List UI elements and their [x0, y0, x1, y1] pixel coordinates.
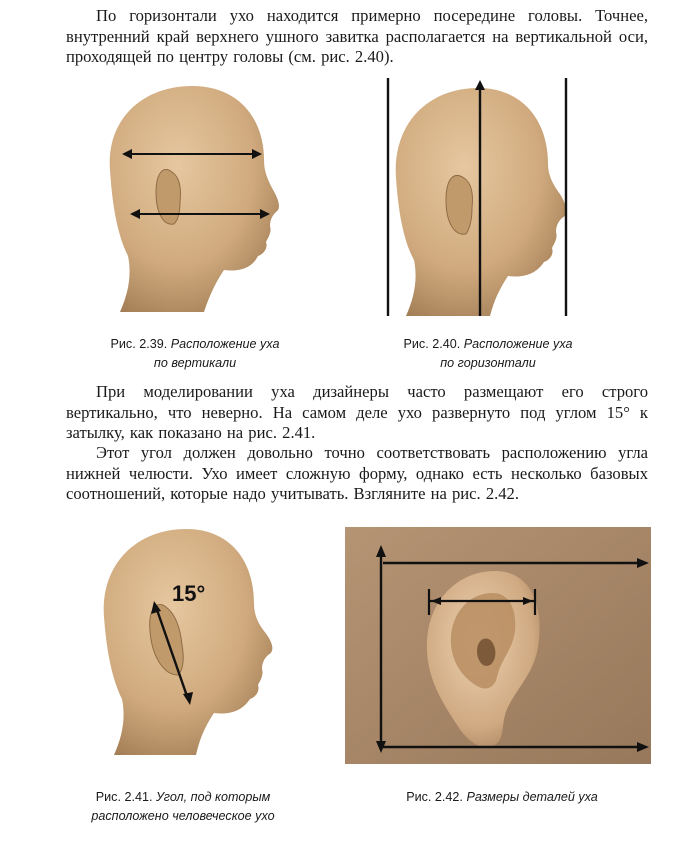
caption-title-line2: по вертикали [153, 356, 237, 370]
head-profile-drawing [372, 78, 584, 316]
head-shape [104, 529, 273, 755]
head-profile-drawing [92, 80, 282, 312]
paragraph-ear-angle: При моделировании уха дизайнеры часто размещают его строго вертикально, что неверно. На самом деле ухо развернуто под углом 15° к затылку, как показано на рис. 2.41. [66, 382, 648, 442]
caption-fig-2-42 [352, 788, 652, 807]
figure-2-42-image [345, 527, 651, 764]
caption-title: Расположение уха [170, 337, 280, 351]
angle-label: 15° [172, 581, 206, 606]
caption-title: Расположение уха [463, 337, 573, 351]
caption-fig-2-41 [58, 788, 308, 826]
figure-2-41-image [84, 521, 284, 755]
paragraph-ear-horizontal: По горизонтали ухо находится примерно посередине головы. Точнее, внутренний край верхнего ушного завитка располагается на вертикальной оси, проходящей по центру головы (см. рис. 2.40). [66, 6, 648, 66]
caption-number: Рис. 2.42. [406, 790, 463, 804]
caption-title-line2: расположено человеческое ухо [91, 809, 275, 823]
figure-2-40-image [372, 78, 584, 316]
figure-2-39-image [92, 80, 282, 312]
caption-title: Угол, под которым [155, 790, 271, 804]
head-profile-drawing [84, 521, 284, 755]
caption-fig-2-40 [368, 335, 608, 373]
caption-title-line2: по горизонтали [440, 356, 536, 370]
caption-number: Рис. 2.39. [110, 337, 168, 351]
caption-fig-2-39 [80, 335, 310, 373]
caption-title: Размеры деталей уха [466, 790, 598, 804]
caption-number: Рис. 2.40. [403, 337, 461, 351]
caption-number: Рис. 2.41. [95, 790, 153, 804]
paragraph-jaw-angle: Этот угол должен довольно точно соответствовать расположению угла нижней челюсти. Ухо имеет сложную форму, однако есть несколько базовых соотношений, которые надо учитывать. Взгляните на рис. 2.42. [66, 443, 648, 503]
head-shape [110, 86, 279, 312]
ear-closeup-drawing [345, 527, 651, 764]
